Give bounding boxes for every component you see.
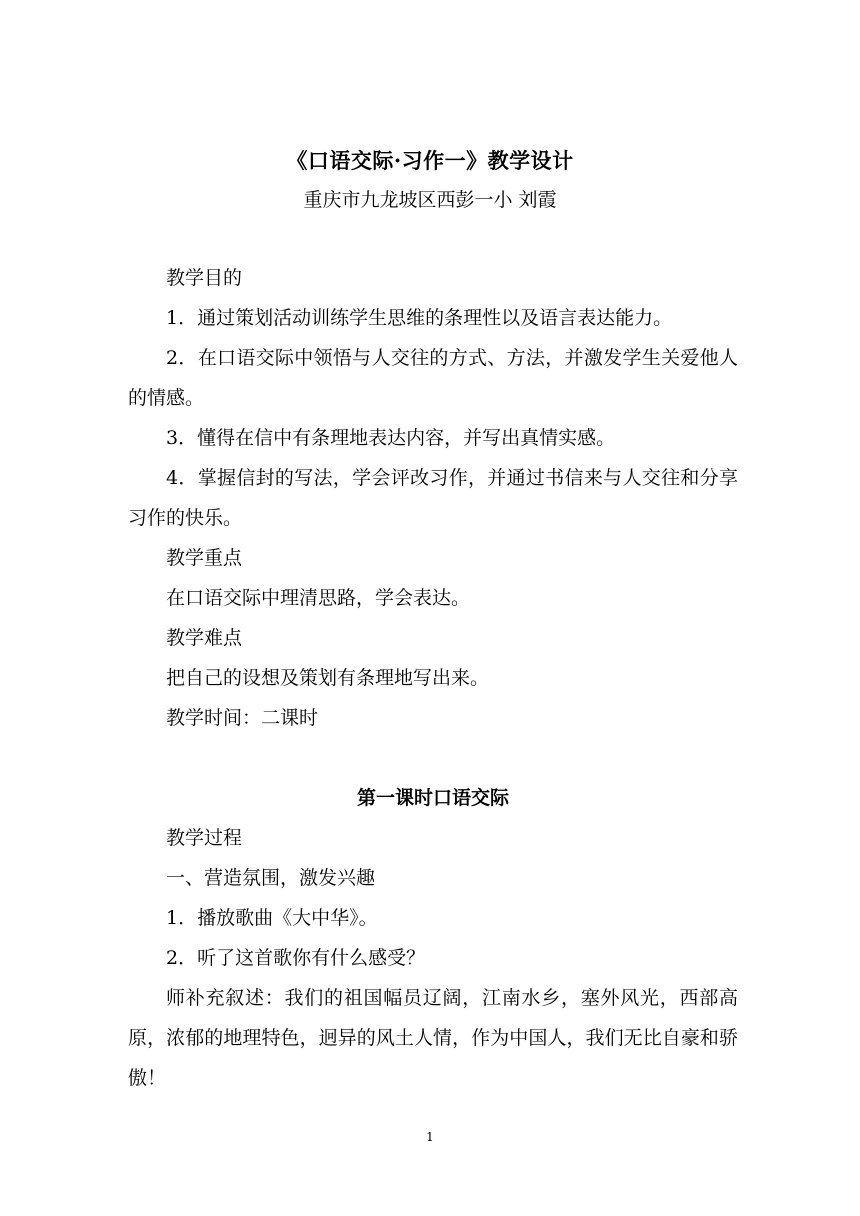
heading-difficulties: 教学难点 — [166, 627, 243, 649]
process-step-1: 一、营造氛围，激发兴趣 — [166, 867, 376, 889]
key-points-text: 在口语交际中理清思路，学会表达。 — [166, 587, 471, 609]
objective-1: 1．通过策划活动训练学生思维的条理性以及语言表达能力。 — [166, 307, 673, 329]
section-title: 第一课时口语交际 — [356, 787, 509, 809]
heading-key-points: 教学重点 — [166, 547, 243, 569]
heading-process: 教学过程 — [166, 827, 243, 849]
blank-line — [128, 738, 738, 778]
objective-2: 2．在口语交际中领悟与人交往的方式、方法，并激发学生关爱他人的情感。 — [128, 347, 738, 409]
difficulties-text: 把自己的设想及策划有条理地写出来。 — [166, 667, 490, 689]
document-body — [128, 258, 738, 1098]
process-item-1: 1．播放歌曲《大中华》。 — [166, 907, 378, 929]
teacher-narration: 师补充叙述：我们的祖国幅员辽阔，江南水乡，塞外风光，西部高原，浓郁的地理特色，迥异的风土人情，作为中国人，我们无比自豪和骄傲！ — [128, 987, 738, 1089]
teaching-time: 教学时间：二课时 — [166, 707, 319, 729]
page-number: 1 — [426, 1130, 434, 1144]
document-title: 《口语交际·习作一》教学设计 — [286, 148, 574, 173]
process-item-2: 2．听了这首歌你有什么感受？ — [166, 947, 426, 969]
heading-objectives: 教学目的 — [166, 267, 243, 289]
objective-4: 4．掌握信封的写法，学会评改习作，并通过书信来与人交往和分享习作的快乐。 — [128, 467, 738, 529]
objective-3: 3．懂得在信中有条理地表达内容，并写出真情实感。 — [166, 427, 616, 449]
document-author: 重庆市九龙坡区西彭一小 刘霞 — [303, 189, 557, 211]
